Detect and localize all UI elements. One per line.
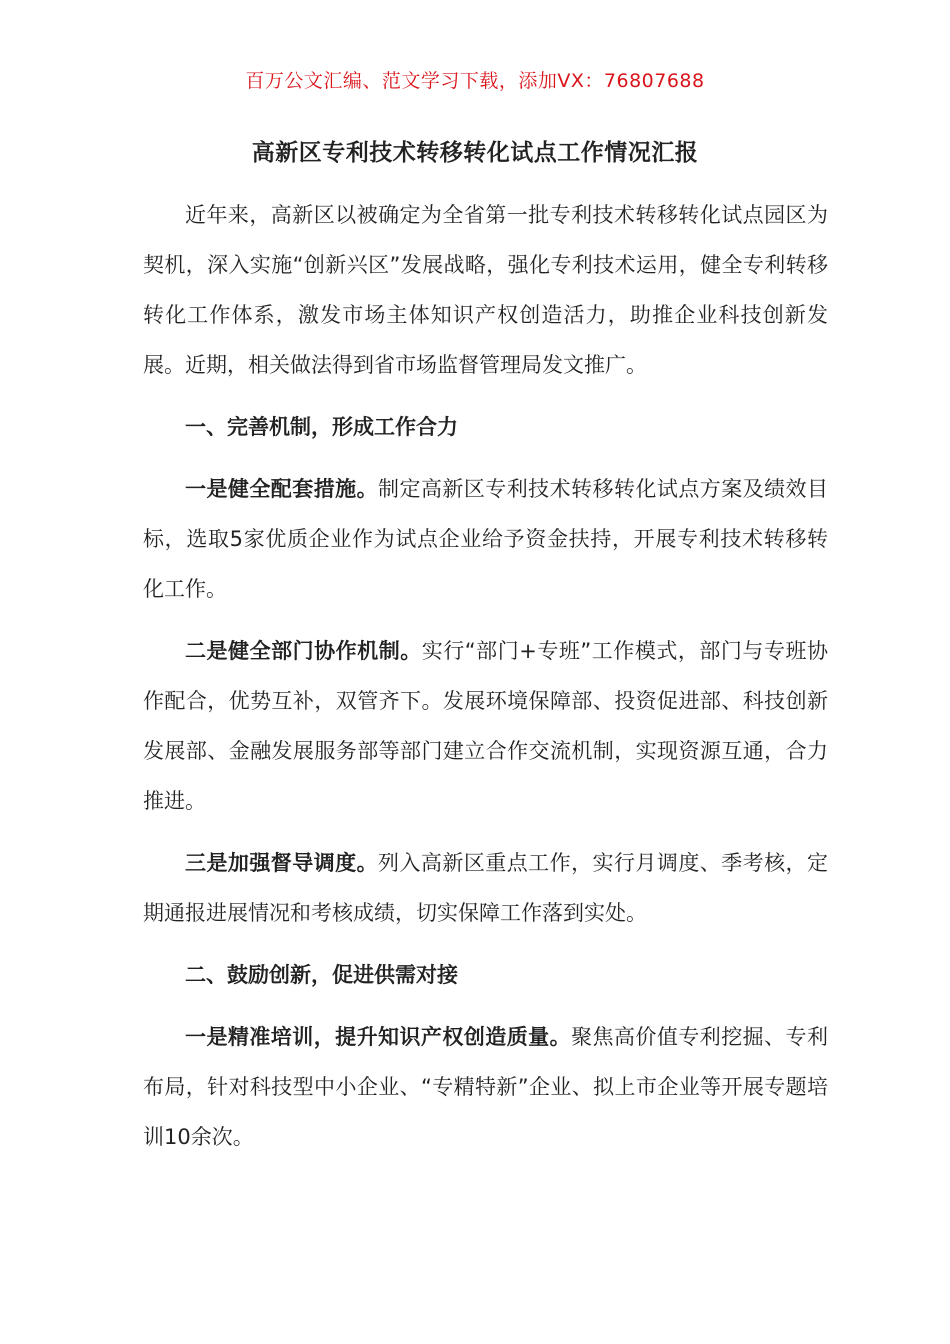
- section-1-item-3-lead: 三是加强督导调度。: [185, 851, 379, 875]
- document-title: 高新区专利技术转移转化试点工作情况汇报: [251, 140, 699, 166]
- header-note: 百万公文汇编、范文学习下载，添加VX：76807688: [245, 70, 705, 92]
- section-1-item-3-body: 列入高新区重点工作，实行月调度、季考核，定期通报进展情况和考核成绩，切实保障工作落到实处。: [143, 851, 829, 925]
- intro-paragraph: 近年来，高新区以被确定为全省第一批专利技术转移转化试点园区为契机，深入实施“创新兴区”发展战略，强化专利技术运用，健全专利转移转化工作体系，激发市场主体知识产权创造活力，助推企业科技创新发展。近期，相关做法得到省市场监督管理局发文推广。: [143, 203, 828, 377]
- document-body: [143, 190, 828, 1174]
- section-2-heading: 二、鼓励创新，促进供需对接: [185, 963, 458, 987]
- section-2-item-1-body: 聚焦高价值专利挖掘、专利布局，针对科技型中小企业、“专精特新”企业、拟上市企业等开展专题培训10余次。: [143, 1025, 829, 1149]
- section-1-item-2: [143, 626, 828, 826]
- section-1-item-1: [143, 464, 828, 614]
- section-2-item-1: [143, 1012, 828, 1162]
- section-1-item-1-lead: 一是健全配套措施。: [185, 477, 379, 501]
- section-1-item-3: [143, 838, 828, 938]
- section-1-item-2-body: 实行“部门+专班”工作模式，部门与专班协作配合，优势互补，双管齐下。发展环境保障部、投资促进部、科技创新发展部、金融发展服务部等部门建立合作交流机制，实现资源互通，合力推进。: [143, 639, 828, 813]
- section-2-item-1-lead: 一是精准培训，提升知识产权创造质量。: [185, 1025, 572, 1049]
- section-1-item-1-body: 制定高新区专利技术转移转化试点方案及绩效目标，选取5家优质企业作为试点企业给予资金扶持，开展专利技术转移转化工作。: [143, 477, 829, 601]
- section-1-heading: 一、完善机制，形成工作合力: [185, 415, 458, 439]
- section-1-item-2-lead: 二是健全部门协作机制。: [185, 639, 422, 663]
